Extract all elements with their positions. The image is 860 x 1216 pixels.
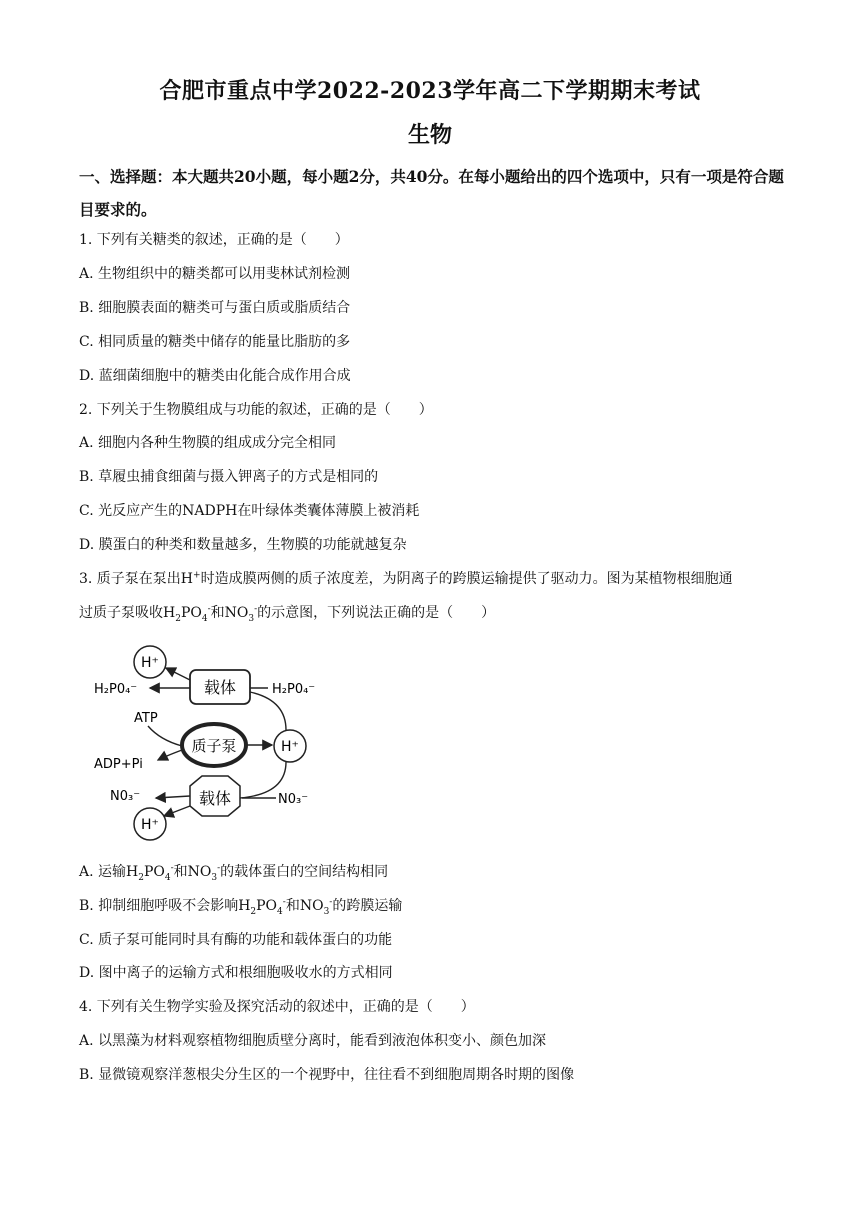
h2po4-label-left: H₂P0₄⁻ xyxy=(94,682,138,697)
q2-stem: 2. 下列关于生物膜组成与功能的叙述，正确的是（ ） xyxy=(79,402,433,418)
q4-option-b: B. 显微镜观察洋葱根尖分生区的一个视野中，往往看不到细胞周期各时期的图像 xyxy=(79,1067,575,1083)
q3-option-a: A. 运输$H_2PO_4^-$和$NO_3^-$的载体蛋白的空间结构相同 xyxy=(79,863,389,883)
q1-option-d: D. 蓝细菌细胞中的糖类由化能合成作用合成 xyxy=(79,368,351,384)
proton-pump-label: 质子泵 xyxy=(191,737,237,755)
hplus-label-right: H⁺ xyxy=(281,739,299,755)
carrier-label-top: 载体 xyxy=(203,678,237,697)
q3-stem-line2: 过质子泵吸收$H_2PO_4^-$和$NO_3^-$的示意图，下列说法正确的是（ ） xyxy=(79,604,496,624)
q4-option-a: A. 以黑藻为材料观察植物细胞质壁分离时，能看到液泡体积变小、颜色加深 xyxy=(79,1033,547,1049)
q2-option-b: B. 草履虫捕食细菌与摄入钾离子的方式是相同的 xyxy=(79,469,379,485)
q4-stem: 4. 下列有关生物学实验及探究活动的叙述中，正确的是（ ） xyxy=(79,999,475,1015)
q1-stem: 1. 下列有关糖类的叙述，正确的是（ ） xyxy=(79,232,349,248)
q1-option-c: C. 相同质量的糖类中储存的能量比脂肪的多 xyxy=(79,334,351,350)
carrier-label-bottom: 载体 xyxy=(198,789,232,808)
adp-label: ADP+Pi xyxy=(94,757,143,772)
q1-option-b: B. 细胞膜表面的糖类可与蛋白质或脂质结合 xyxy=(79,300,351,316)
no3-label-right: N0₃⁻ xyxy=(278,792,309,807)
h2po4-label-right: H₂P0₄⁻ xyxy=(272,682,316,697)
q3-option-d: D. 图中离子的运输方式和根细胞吸收水的方式相同 xyxy=(79,965,393,981)
atp-label: ATP xyxy=(134,711,158,726)
exam-title: 合肥市重点中学2022-2023学年高二下学期期末考试 xyxy=(159,78,701,104)
q3-option-b: B. 抑制细胞呼吸不会影响$H_2PO_4^-$和$NO_3^-$的跨膜运输 xyxy=(79,897,403,917)
q3-option-c: C. 质子泵可能同时具有酶的功能和载体蛋白的功能 xyxy=(79,932,393,948)
q2-option-d: D. 膜蛋白的种类和数量越多，生物膜的功能就越复杂 xyxy=(79,537,407,553)
q3-stem-line1: 3. 质子泵在泵出H+时造成膜两侧的质子浓度差，为阴离子的跨膜运输提供了驱动力。图为某植物根细胞通 xyxy=(79,570,733,587)
hplus-label-top: H⁺ xyxy=(141,655,159,671)
subject-title: 生物 xyxy=(407,122,452,148)
proton-pump-diagram xyxy=(90,640,330,845)
no3-label-left: N0₃⁻ xyxy=(110,789,141,804)
q2-option-a: A. 细胞内各种生物膜的组成成分完全相同 xyxy=(79,435,337,451)
section-heading: 一、选择题：本大题共20小题，每小题2分，共40分。在每小题给出的四个选项中，只有一项是符合题目要求的。 xyxy=(79,167,784,219)
q1-option-a: A. 生物组织中的糖类都可以用斐林试剂检测 xyxy=(79,266,351,282)
hplus-label-bottom: H⁺ xyxy=(141,817,159,833)
q2-option-c: C. 光反应产生的NADPH在叶绿体类囊体薄膜上被消耗 xyxy=(79,503,420,519)
